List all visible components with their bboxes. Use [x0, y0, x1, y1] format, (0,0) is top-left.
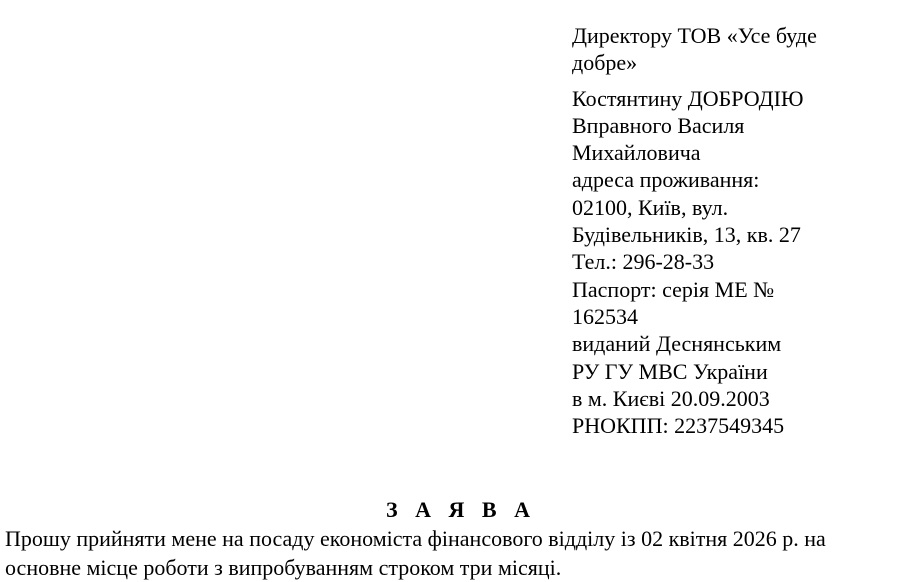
body-line: Прошу прийняти мене на посаду економіста фінансового відділу із 02 квітня 2026 р. на [5, 525, 904, 554]
address-line: 02100, Київ, вул. [572, 194, 892, 221]
passport-number: 162534 [572, 303, 892, 330]
passport-line: Паспорт: серія МЕ № [572, 276, 892, 303]
addressee-recipient-name: Костянтину ДОБРОДІЮ [572, 85, 892, 112]
body-line: основне місце роботи з випробуванням строком три місяці. [5, 554, 904, 582]
addressee-spacer [572, 77, 892, 85]
passport-issue-date: в м. Києві 20.09.2003 [572, 385, 892, 412]
applicant-patronymic: Михайловича [572, 139, 892, 166]
passport-issuer: РУ ГУ МВС України [572, 358, 892, 385]
passport-issuer: виданий Деснянським [572, 330, 892, 357]
address-label: адреса проживання: [572, 166, 892, 193]
tax-id-line: РНОКПП: 2237549345 [572, 412, 892, 439]
recipient-line: добре» [572, 49, 892, 76]
addressee-block [572, 22, 892, 439]
document-title: З А Я В А [0, 496, 904, 524]
applicant-surname-name: Вправного Василя [572, 112, 892, 139]
application-body [5, 525, 904, 582]
address-line: Будівельників, 13, кв. 27 [572, 221, 892, 248]
recipient-line: Директору ТОВ «Усе буде [572, 22, 892, 49]
phone-line: Тел.: 296-28-33 [572, 248, 892, 275]
